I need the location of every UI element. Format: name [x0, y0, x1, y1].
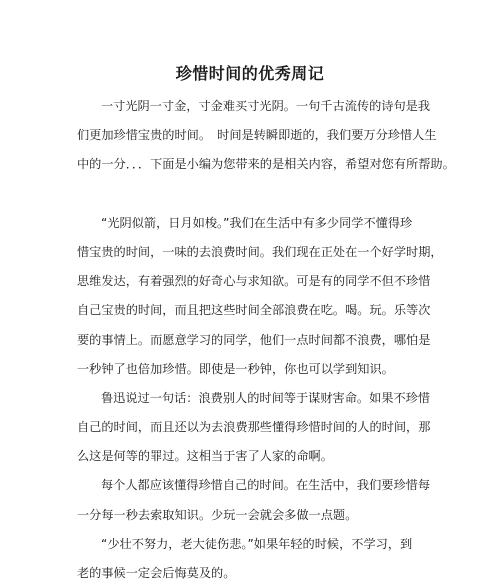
document-body [77, 92, 455, 588]
paragraph-spacer [77, 180, 427, 209]
paragraph-line: 自己宝贵的时间，而且把这些时间全部浪费在吃。喝。玩。乐等次 [77, 303, 431, 318]
paragraph-line: 惜宝贵的时间，一味的去浪费时间。我们现在正处在一个好学时期， [77, 244, 443, 259]
paragraph-line: 老的事候一定会后悔莫及的。 [77, 566, 236, 580]
paragraph-line: 自己的时间，而且还以为去浪费那些懂得珍惜时间的人的时间，那 [77, 420, 431, 435]
paragraph-line: 鲁迅说过一句话：浪费别人的时间等于谋财害命。如果不珍惜 [101, 390, 431, 405]
document-title: 珍惜时间的优秀周记 [175, 64, 325, 83]
paragraph-line: “光阴似箭，日月如梭。”我们在生活中有多少同学不懂得珍 [101, 215, 413, 230]
paragraph-line: 每个人都应该懂得珍惜自己的时间。在生活中，我们要珍惜每 [101, 478, 431, 493]
paragraph-line: 要的事情上。而愿意学习的同学，他们一点时间都不浪费，哪怕是 [77, 332, 431, 347]
paragraph-line: 一分每一秒去索取知识。少玩一会就会多做一点题。 [77, 507, 358, 522]
intro-line: 一寸光阴一寸金，寸金难买寸光阴。一句千古流传的诗句是我 [101, 99, 431, 113]
paragraph-line: 么这是何等的罪过。这相当于害了人家的命啊。 [77, 449, 333, 464]
paragraph-line: 一秒钟了也倍加珍惜。即使是一秒钟，你也可以学到知识。 [77, 361, 394, 376]
intro-line: 们更加珍惜宝贵的时间。 时间是转瞬即逝的，我们要万分珍惜人生 [77, 128, 437, 143]
paragraph-line: “少壮不努力，老大徒伤悲。”如果年轻的时候，不学习，到 [101, 536, 413, 551]
paragraph-line: 思维发达，有着强烈的好奇心与求知欲。可是有的同学不但不珍惜 [77, 274, 431, 289]
intro-line: 中的一分．．．下面是小编为您带来的是相关内容，希望对您有所帮助。 [77, 157, 455, 172]
